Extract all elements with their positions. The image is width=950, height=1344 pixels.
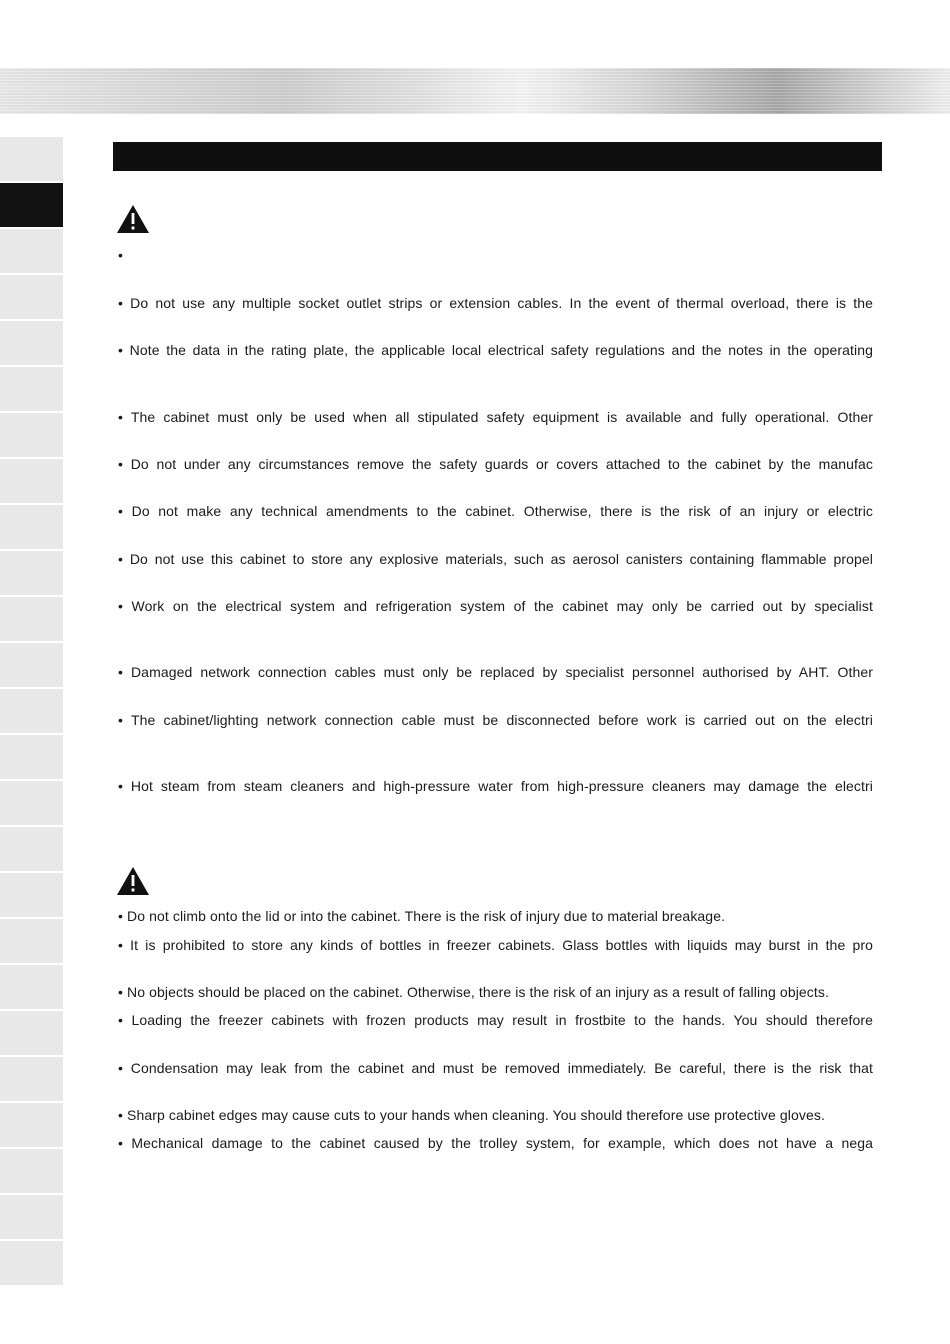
- side-tab[interactable]: [0, 643, 63, 689]
- side-tab[interactable]: [0, 827, 63, 873]
- top-gradient-band: [0, 68, 950, 114]
- list-item-text: Damaged network connection cables must only be replaced by specialist personnel authorised by AHT. Other: [130, 664, 873, 680]
- side-tab[interactable]: [0, 689, 63, 735]
- list-item: [118, 246, 873, 264]
- side-tab[interactable]: [0, 321, 63, 367]
- list-item-text: Loading the freezer cabinets with frozen products may result in frostbite to the hands. You should therefore: [131, 1012, 873, 1028]
- side-tab[interactable]: [0, 459, 63, 505]
- side-tab[interactable]: [0, 1149, 63, 1195]
- section-header-bar: [113, 142, 882, 171]
- side-tab-active[interactable]: [0, 183, 63, 229]
- side-tab[interactable]: [0, 1195, 63, 1241]
- side-tab[interactable]: [0, 1011, 63, 1057]
- bullet: •: [118, 937, 124, 953]
- list-item-text: The cabinet must only be used when all stipulated safety equipment is available and fully operational. Other: [130, 409, 873, 425]
- side-tab[interactable]: [0, 965, 63, 1011]
- bullet: •: [118, 908, 124, 924]
- list-item: [118, 597, 873, 615]
- side-tab[interactable]: [0, 1103, 63, 1149]
- list-item-text: Do not make any technical amendments to the cabinet. Otherwise, there is the risk of an injury or electric: [131, 503, 873, 519]
- list-item: [118, 550, 873, 568]
- list-item-text: Hot steam from steam cleaners and high-pressure water from high-pressure cleaners may damage the electri: [130, 778, 873, 794]
- bullet: •: [118, 984, 124, 1000]
- list-item: [118, 777, 873, 795]
- side-tab-strip: [0, 137, 63, 1287]
- list-item-text: Do not under any circumstances remove the safety guards or covers attached to the cabinet by the manufac: [130, 456, 873, 472]
- bullet: •: [118, 409, 124, 425]
- list-item: [118, 1011, 873, 1029]
- list-item-text: Condensation may leak from the cabinet and must be removed immediately. Be careful, there is the risk that: [130, 1060, 873, 1076]
- side-tab[interactable]: [0, 919, 63, 965]
- side-tab[interactable]: [0, 597, 63, 643]
- side-tab[interactable]: [0, 275, 63, 321]
- list-item-text: The cabinet/lighting network connection cable must be disconnected before work is carried out on the electri: [130, 712, 873, 728]
- list-item: [118, 294, 873, 312]
- bullet: •: [118, 778, 124, 794]
- list-item-text: Mechanical damage to the cabinet caused by the trolley system, for example, which does not have a nega: [131, 1135, 873, 1151]
- list-item: [118, 907, 873, 925]
- list-item: [118, 341, 873, 359]
- bullet: •: [118, 1060, 124, 1076]
- side-tab[interactable]: [0, 551, 63, 597]
- warning-triangle-icon: [116, 204, 150, 234]
- side-tab[interactable]: [0, 1057, 63, 1103]
- list-item: [118, 663, 873, 681]
- bullet: •: [118, 247, 124, 263]
- bullet: •: [118, 598, 124, 614]
- bullet: •: [118, 1135, 124, 1151]
- list-item-text: No objects should be placed on the cabinet. Otherwise, there is the risk of an injury as a result of falling objects.: [127, 984, 829, 1000]
- list-item-text: Work on the electrical system and refrigeration system of the cabinet may only be carried out by specialist: [131, 598, 873, 614]
- bullet: •: [118, 456, 124, 472]
- side-tab[interactable]: [0, 781, 63, 827]
- list-item: [118, 936, 873, 954]
- list-item: [118, 983, 873, 1001]
- side-tab[interactable]: [0, 137, 63, 183]
- list-item-text: Do not use this cabinet to store any explosive materials, such as aerosol canisters containing flammable propel: [129, 551, 873, 567]
- bullet: •: [118, 1012, 124, 1028]
- list-item: [118, 408, 873, 426]
- list-item-text: Do not climb onto the lid or into the cabinet. There is the risk of injury due to material breakage.: [127, 908, 726, 924]
- list-item: [118, 1106, 873, 1124]
- list-item: [118, 711, 873, 729]
- bullet: •: [118, 295, 124, 311]
- list-item-text: Note the data in the rating plate, the applicable local electrical safety regulations and the notes in the operating: [129, 342, 873, 358]
- side-tab[interactable]: [0, 367, 63, 413]
- bullet: •: [118, 551, 124, 567]
- list-item: [118, 455, 873, 473]
- side-tab[interactable]: [0, 229, 63, 275]
- side-tab[interactable]: [0, 505, 63, 551]
- list-item: [118, 502, 873, 520]
- bullet: •: [118, 503, 124, 519]
- list-item-text: Do not use any multiple socket outlet strips or extension cables. In the event of thermal overload, there is the: [130, 295, 873, 311]
- bullet: •: [118, 342, 124, 358]
- list-item-text: It is prohibited to store any kinds of bottles in freezer cabinets. Glass bottles with liquids may burst in the pro: [130, 937, 873, 953]
- list-item-text: Sharp cabinet edges may cause cuts to your hands when cleaning. You should therefore use protective gloves.: [127, 1107, 825, 1123]
- side-tab[interactable]: [0, 1241, 63, 1287]
- list-item: [118, 1059, 873, 1077]
- bullet: •: [118, 664, 124, 680]
- bullet: •: [118, 712, 124, 728]
- warning-triangle-icon: [116, 866, 150, 896]
- side-tab[interactable]: [0, 413, 63, 459]
- list-item: [118, 1134, 873, 1152]
- side-tab[interactable]: [0, 735, 63, 781]
- side-tab[interactable]: [0, 873, 63, 919]
- bullet: •: [118, 1107, 124, 1123]
